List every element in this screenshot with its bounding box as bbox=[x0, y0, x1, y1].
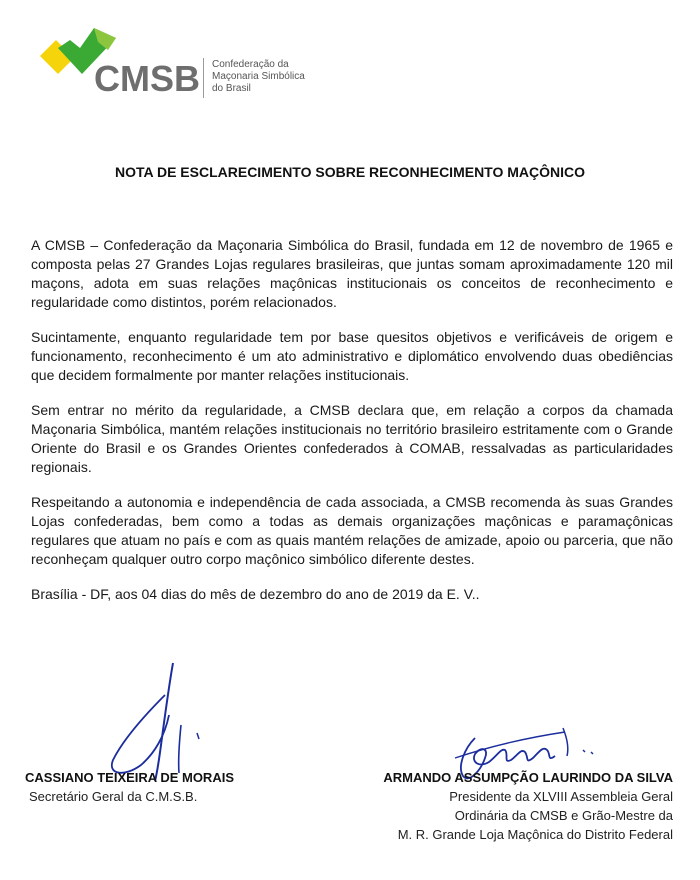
paragraph: Sem entrar no mérito da regularidade, a CMSB declara que, em relação a corpos da chamada Maçonaria Simbólica, mantém relações institucionais no território brasileiro estritamente com o Grande Oriente do Brasil e os Grandes Orientes confederados à COMAB, ressalvadas as particularidades regionais. bbox=[31, 402, 673, 475]
logo-subtitle-line: Confederação da bbox=[212, 59, 289, 70]
logo-wordmark: CMSB bbox=[94, 58, 200, 99]
date-line: Brasília - DF, aos 04 dias do mês de dezembro do ano de 2019 da E. V.. bbox=[31, 586, 480, 602]
left-signatory-name: CASSIANO TEIXEIRA DE MORAIS bbox=[25, 770, 234, 785]
left-signatory-role: Secretário Geral da C.M.S.B. bbox=[29, 789, 198, 804]
right-signatory-name: ARMANDO ASSUMPÇÃO LAURINDO DA SILVA bbox=[383, 770, 673, 785]
document-body bbox=[31, 236, 673, 620]
logo-subtitle bbox=[212, 59, 305, 95]
logo-subtitle-line: Maçonaria Simbólica bbox=[212, 71, 305, 82]
right-signatory-role-line: Ordinária da CMSB e Grão-Mestre da bbox=[454, 808, 673, 823]
right-signatory-role-line: Presidente da XLVIII Assembleia Geral bbox=[449, 789, 673, 804]
paragraph: Sucintamente, enquanto regularidade tem por base quesitos objetivos e verificáveis de origem e funcionamento, reconhecimento é um ato administrativo e diplomático envolvendo duas obediências que decidem formalmente por manter relações institucionais. bbox=[31, 329, 673, 383]
logo-divider bbox=[203, 58, 204, 98]
paragraph: A CMSB – Confederação da Maçonaria Simbólica do Brasil, fundada em 12 de novembro de 1965 e composta pelas 27 Grandes Lojas regulares brasileiras, que juntas somam aproximadamente 120 mil maçons, adota em suas relações maçônicas institucionais os conceitos de reconhecimento e regularidade como distintos, porém relacionados. bbox=[31, 237, 673, 310]
logo-subtitle-line: do Brasil bbox=[212, 83, 251, 94]
right-signatory-role-line: M. R. Grande Loja Maçônica do Distrito Federal bbox=[397, 827, 673, 842]
cmsb-logo bbox=[38, 28, 338, 108]
paragraph: Respeitando a autonomia e independência de cada associada, a CMSB recomenda às suas Grandes Lojas confederadas, bem como a todas as demais organizações maçônicas e paramaçônicas regulares que atuam no país e com as quais mantém relações de amizade, apoio ou parceria, que não reconheçam qualquer outro corpo maçônico simbólico diferente destes. bbox=[31, 494, 673, 567]
left-signature bbox=[95, 655, 225, 785]
right-signatory bbox=[383, 768, 673, 844]
document-title: NOTA DE ESCLARECIMENTO SOBRE RECONHECIMENTO MAÇÔNICO bbox=[114, 164, 586, 180]
left-signatory bbox=[25, 768, 234, 806]
